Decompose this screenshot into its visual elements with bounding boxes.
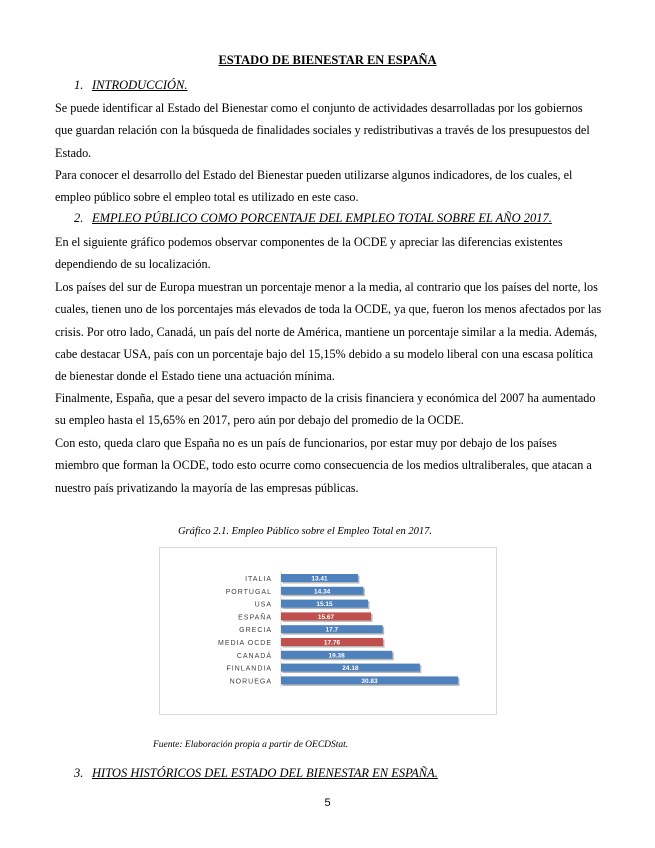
chart-container [159,547,497,715]
section-title: EMPLEO PÚBLICO COMO PORCENTAJE DEL EMPLEO TOTAL SOBRE EL AÑO 2017. [92,211,552,225]
page-number: 5 [324,797,331,809]
section-heading-3 [74,766,438,781]
section-title: INTRODUCCIÓN. [92,78,188,92]
category-label: USA [254,601,272,609]
section-number: 1. [74,78,84,92]
category-label: ESPAÑA [238,614,272,622]
paragraph: Con esto, queda claro que España no es un país de funcionarios, por estar muy por debajo de los países miembro que forman la OCDE, todo esto ocurre como consecuencia de los medios ultraliberales, que atacan a nuestro país privatizando la mayoría de las empresas públicas. [55,436,592,495]
paragraph: Se puede identificar al Estado del Bienestar como el conjunto de actividades desarrolladas por los gobiernos que guardan relación con la búsqueda de finalidades sociales y redistributivas a través de los presupuestos del Estado. [55,101,590,160]
paragraph: Para conocer el desarrollo del Estado del Bienestar pueden utilizarse algunos indicadores, de los cuales, el empleo público sobre el empleo total es utilizado en este caso. [55,168,573,205]
data-label: 17.76 [323,639,341,647]
section-heading-2 [74,211,552,226]
bar-chart [160,548,496,714]
data-label: 13.41 [311,575,328,583]
category-label: FINLANDIA [226,665,272,673]
data-label: 14.34 [314,588,331,596]
category-label: CANADÁ [236,652,272,660]
category-label: NORUEGA [229,678,272,686]
data-label: 24.18 [342,665,359,673]
data-label: 30.83 [361,677,378,685]
category-label: PORTUGAL [225,588,272,596]
paragraph: Finalmente, España, que a pesar del severo impacto de la crisis financiera y económica del 2007 ha aumentado su empleo hasta el 15,65% en 2017, pero aún por debajo del promedio de la OCDE. [55,391,596,428]
category-label: ITALIA [245,576,272,583]
paragraph: En el siguiente gráfico podemos observar componentes de la OCDE y apreciar las diferencias existentes dependiendo de su localización. [55,235,563,272]
chart-source: Fuente: Elaboración propia a partir de OECDStat. [153,740,349,750]
data-label: 19.38 [328,652,345,660]
paragraph: Los países del sur de Europa muestran un porcentaje menor a la media, al contrario que los países del norte, los cuales, tienen uno de los porcentajes más elevados de toda la OCDE, ya que, fueron los menos afectados por las crisis. Por otro lado, Canadá, un país del norte de América, mantiene un porcentaje similar a la media. Además, cabe destacar USA, país con un porcentaje bajo del 15,15% debido a su modelo liberal con una escasa política de bienestar donde el Estado tiene una actuación mínima. [55,280,602,384]
data-label: 15.67 [317,613,335,621]
category-label: MEDIA OCDE [218,640,272,647]
section-number: 2. [74,211,84,225]
document-title: ESTADO DE BIENESTAR EN ESPAÑA [218,53,437,67]
category-label: GRECIA [239,627,272,635]
section-heading-1 [74,78,188,93]
section-number: 3. [74,766,84,780]
data-label: 17.7 [325,626,339,634]
chart-caption: Gráfico 2.1. Empleo Público sobre el Empleo Total en 2017. [177,526,433,537]
section-title: HITOS HISTÓRICOS DEL ESTADO DEL BIENESTAR EN ESPAÑA. [92,766,438,780]
data-label: 15.15 [316,601,333,609]
